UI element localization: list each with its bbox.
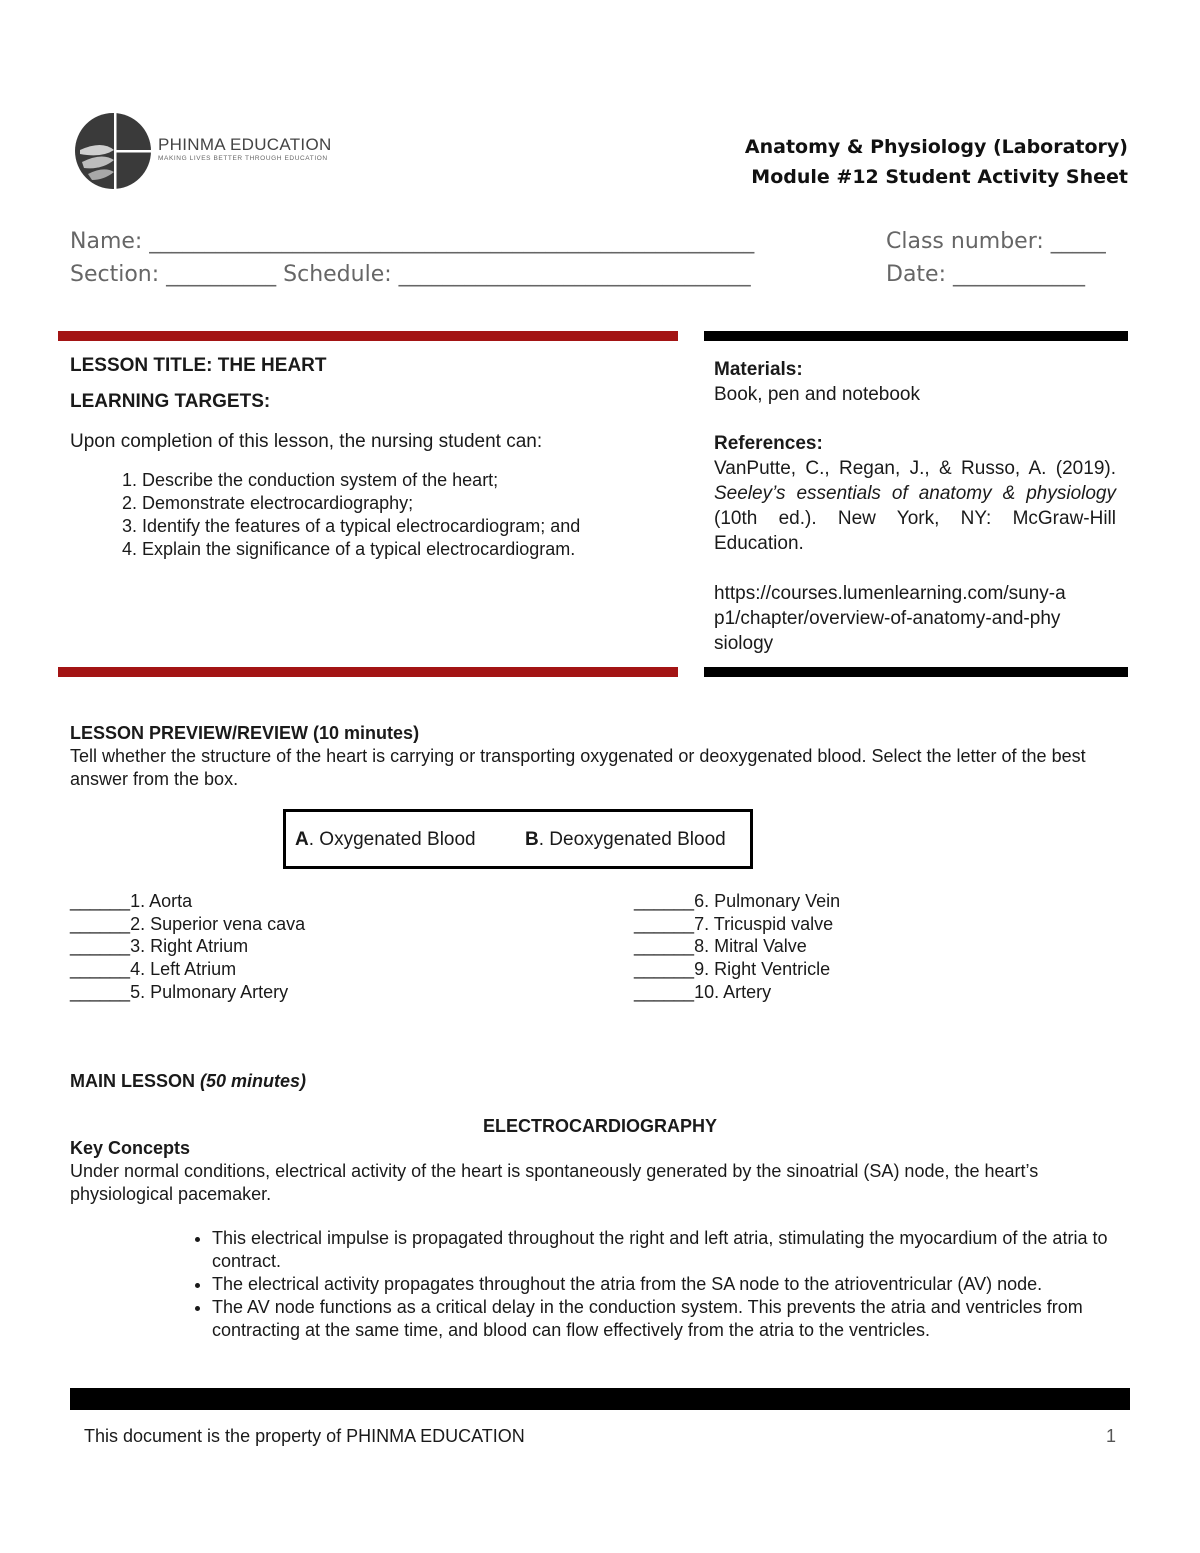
question-item[interactable]: ______2. Superior vena cava — [70, 913, 306, 934]
module-title: Module #12 Student Activity Sheet — [751, 166, 1128, 188]
lesson-title: LESSON TITLE: THE HEART — [70, 355, 327, 376]
phinma-logo — [72, 110, 332, 192]
question-item[interactable]: ______8. Mitral Valve — [634, 936, 807, 957]
choice-a-text: . Oxygenated Blood — [308, 829, 476, 850]
key-concepts-intro: Under normal conditions, electrical activity of the heart is spontaneously generated by the sinoatrial (SA) node, the heart’s physiological pacemaker. — [70, 1161, 1039, 1204]
learning-targets-heading: LEARNING TARGETS: — [70, 391, 271, 412]
question-item[interactable]: ______9. Right Ventricle — [634, 959, 831, 980]
reference-2[interactable] — [714, 581, 1116, 656]
preview-heading: LESSON PREVIEW/REVIEW (10 minutes) — [70, 723, 420, 743]
questions-right — [634, 890, 840, 1004]
divider-black-bottom — [704, 667, 1128, 677]
choice-b — [525, 829, 726, 851]
key-concepts-section — [70, 1137, 1130, 1206]
footer-text: This document is the property of PHINMA EDUCATION — [84, 1426, 525, 1446]
choice-b-text: . Deoxygenated Blood — [538, 829, 726, 850]
topic-title: ELECTROCARDIOGRAPHY — [482, 1116, 717, 1136]
ref2-line[interactable]: p1/chapter/overview-of-anatomy-and-phy — [714, 608, 1061, 629]
divider-black-top — [704, 331, 1128, 341]
main-lesson-heading-row — [70, 1070, 1130, 1093]
logo-name: PHINMA EDUCATION — [158, 135, 332, 154]
ref1-authors: VanPutte, C., Regan, J., & Russo, A. (2019). — [714, 458, 1116, 479]
reference-1 — [714, 456, 1116, 556]
question-item[interactable]: ______4. Left Atrium — [70, 959, 237, 980]
ref1-publisher: (10th ed.). New York, NY: McGraw-Hill Education. — [714, 508, 1116, 554]
main-lesson-duration: (50 minutes) — [200, 1071, 307, 1091]
preview-section — [70, 722, 1130, 791]
list-item: 3. Identify the features of a typical electrocardiogram; and — [142, 515, 670, 538]
footer-bar — [70, 1388, 1130, 1410]
question-item[interactable]: ______10. Artery — [634, 981, 772, 1002]
materials-references — [714, 357, 1116, 656]
phinma-logo-icon — [72, 110, 154, 192]
class-number-field[interactable]: Class number: _____ — [886, 229, 1106, 254]
course-title-block — [745, 132, 1128, 192]
answer-choice-box — [283, 809, 753, 869]
list-item: 4. Explain the significance of a typical electrocardiogram. — [142, 538, 670, 561]
list-item: 1. Describe the conduction system of the heart; — [142, 469, 670, 492]
choice-a — [295, 829, 476, 851]
lesson-info — [70, 355, 670, 561]
ref2-line[interactable]: https://courses.lumenlearning.com/suny-a — [714, 583, 1066, 604]
ref2-line[interactable]: siology — [714, 633, 774, 654]
questions-left — [70, 890, 305, 1004]
question-item[interactable]: ______5. Pulmonary Artery — [70, 981, 289, 1002]
section-schedule-field[interactable]: Section: __________ Schedule: ________________________________ — [70, 262, 751, 287]
list-item: • This electrical impulse is propagated throughout the right and left atria, stimulating the myocardium of the atria to contract. — [212, 1227, 1132, 1273]
list-item: • The AV node functions as a critical delay in the conduction system. This prevents the atria and ventricles from contracting at the same time, and blood can flow effectively from the atria to the ventricles. — [212, 1296, 1132, 1342]
date-field[interactable]: Date: ____________ — [886, 262, 1085, 287]
materials-heading: Materials: — [714, 359, 803, 380]
list-item: • The electrical activity propagates throughout the atria from the SA node to the atrioventricular (AV) node. — [212, 1273, 1132, 1296]
question-item[interactable]: ______3. Right Atrium — [70, 936, 249, 957]
references-heading: References: — [714, 433, 823, 454]
divider-red-bottom — [58, 667, 678, 677]
page-number: 1 — [1106, 1426, 1117, 1446]
logo-tagline: MAKING LIVES BETTER THROUGH EDUCATION — [158, 155, 328, 162]
main-lesson-heading: MAIN LESSON — [70, 1071, 196, 1091]
materials-text: Book, pen and notebook — [714, 384, 921, 405]
key-concepts-bullets — [70, 1227, 1132, 1342]
targets-intro: Upon completion of this lesson, the nursing student can: — [70, 431, 543, 452]
question-item[interactable]: ______6. Pulmonary Vein — [634, 891, 841, 911]
targets-list — [70, 469, 670, 561]
key-concepts-heading: Key Concepts — [70, 1138, 191, 1158]
question-item[interactable]: ______1. Aorta — [70, 891, 193, 911]
choice-a-letter: A — [295, 829, 309, 850]
course-title: Anatomy & Physiology (Laboratory) — [744, 136, 1128, 158]
ref1-title: Seeley’s essentials of anatomy & physiology — [714, 483, 1116, 504]
divider-red-top — [58, 331, 678, 341]
name-field[interactable]: Name: _______________________________________________________ — [70, 229, 755, 254]
question-item[interactable]: ______7. Tricuspid valve — [634, 913, 834, 934]
preview-instructions: Tell whether the structure of the heart is carrying or transporting oxygenated or deoxygenated blood. Select the letter of the best answer from the box. — [70, 746, 1086, 789]
list-item: 2. Demonstrate electrocardiography; — [142, 492, 670, 515]
choice-b-letter: B — [525, 829, 539, 850]
